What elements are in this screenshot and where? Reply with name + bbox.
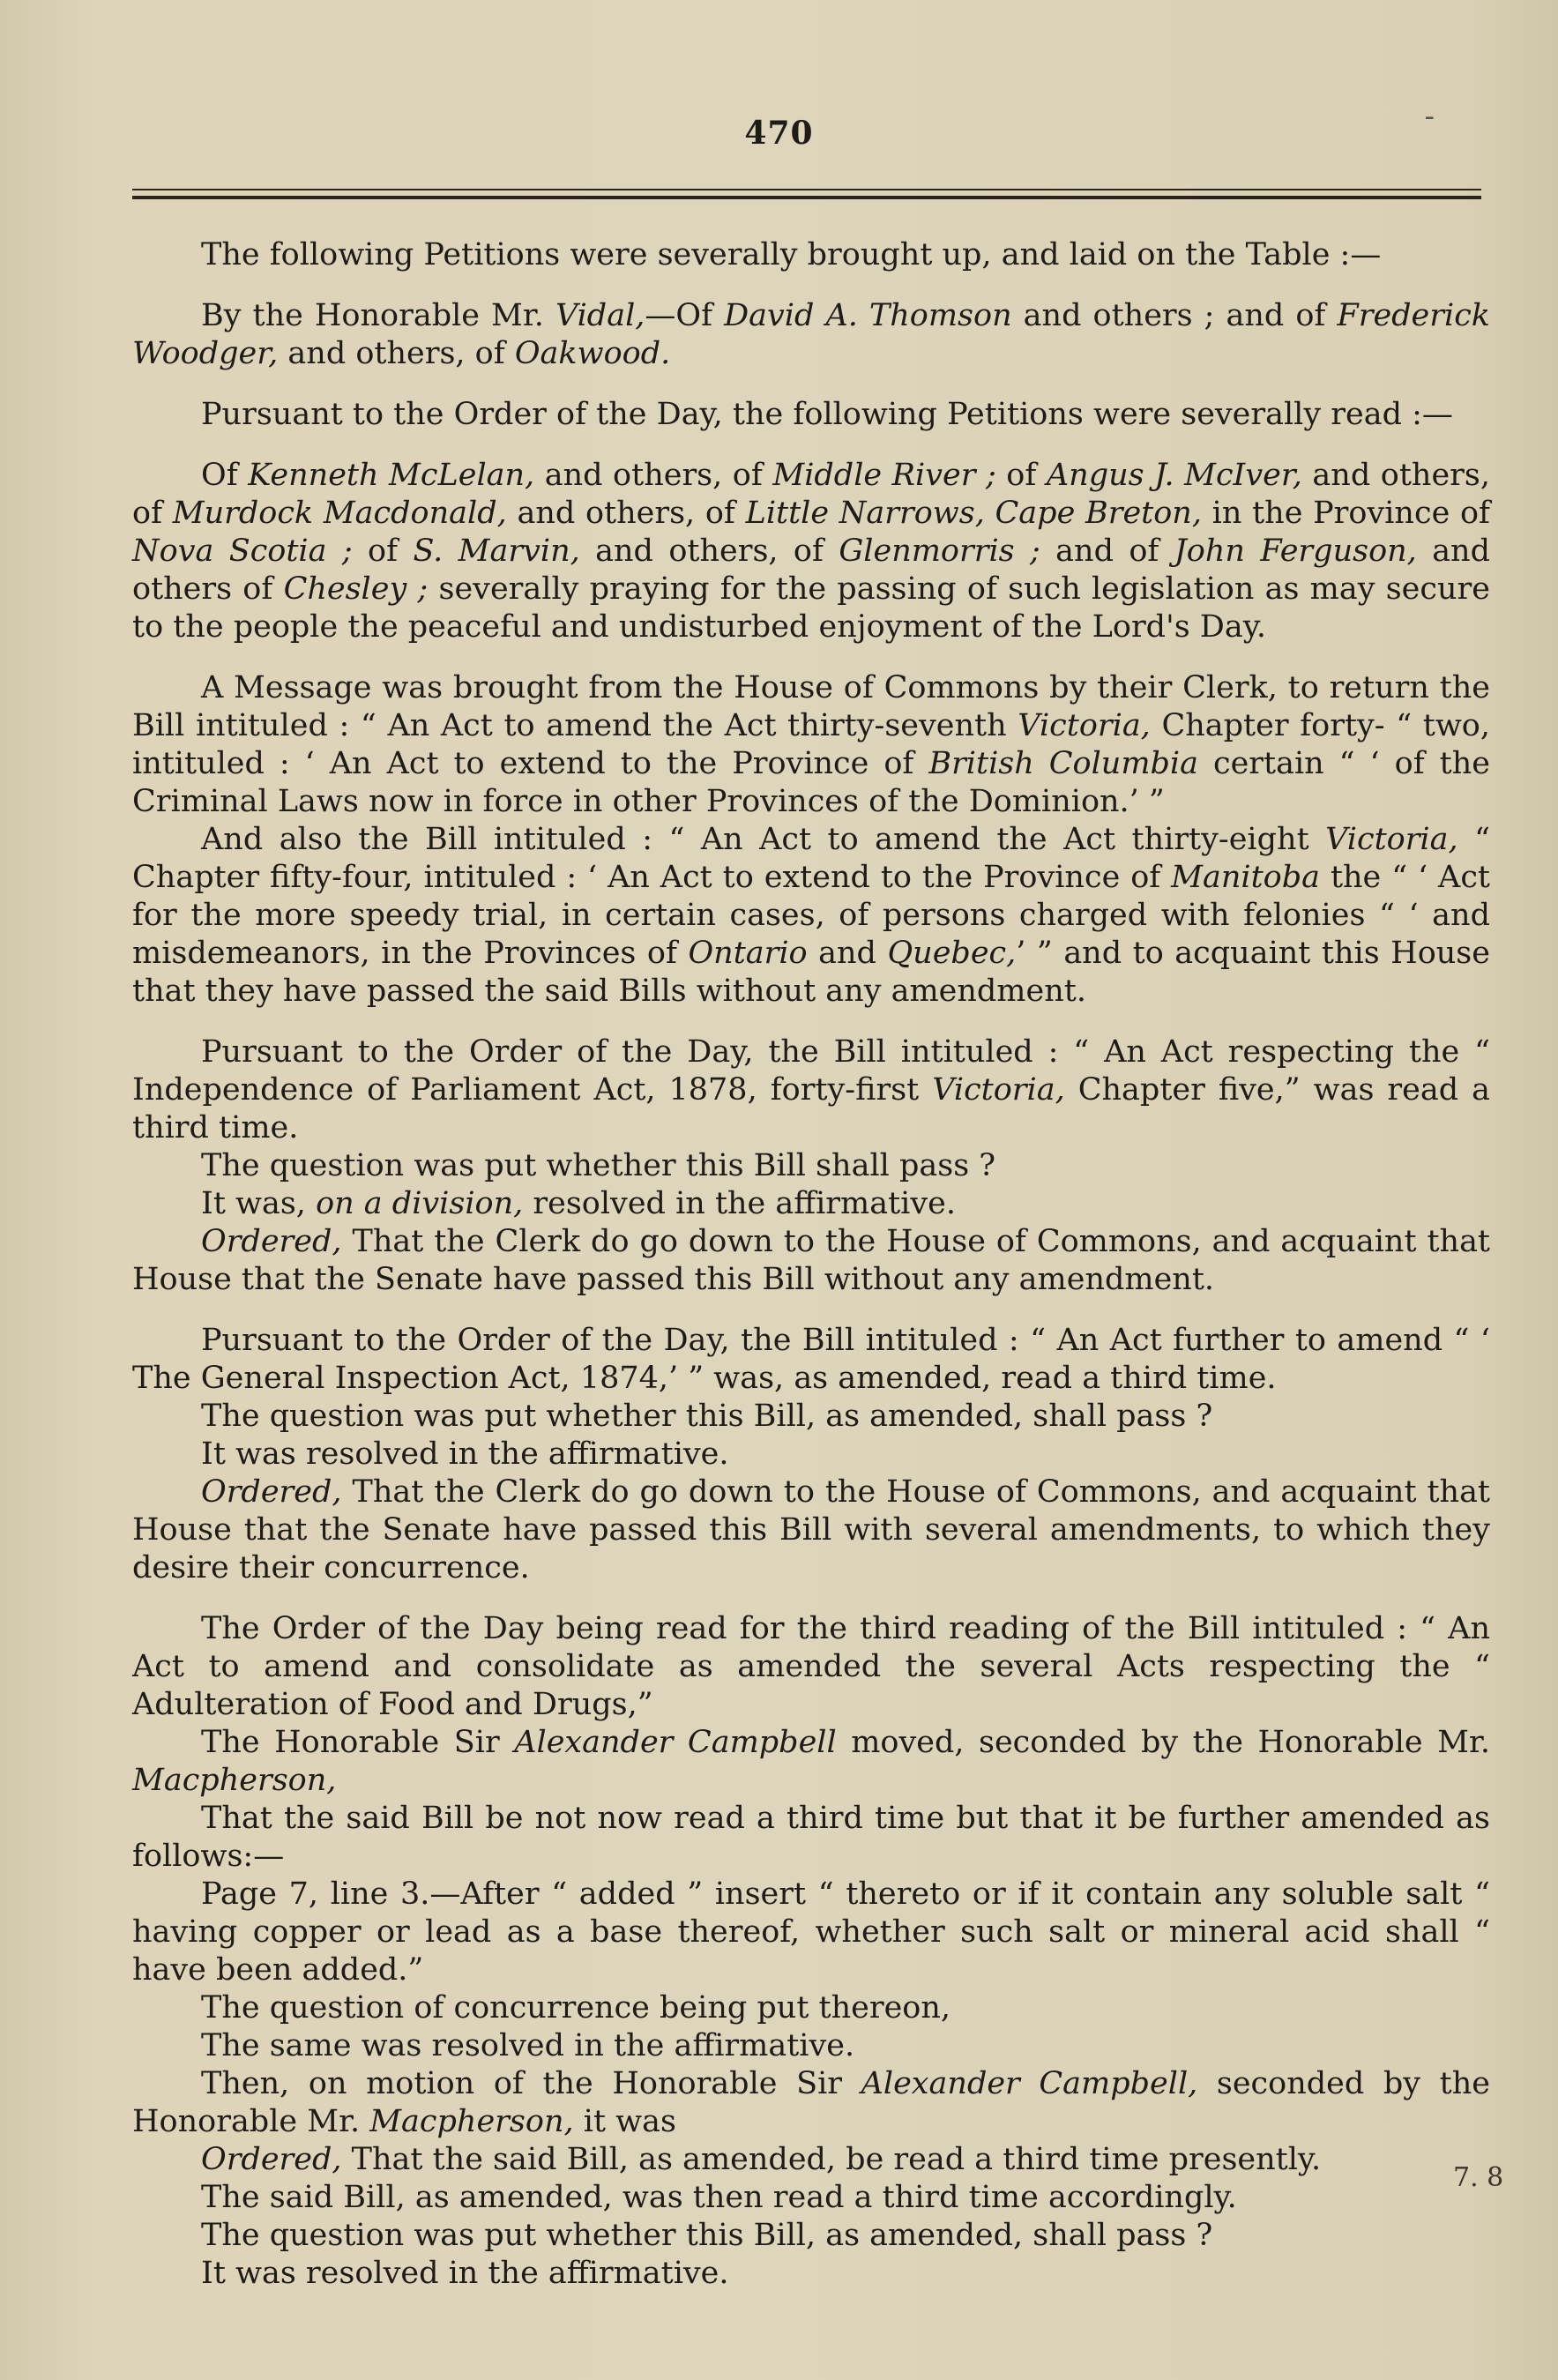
italic-text: Ordered, [201,1224,342,1259]
paragraph-inspection-bill [132,1322,1490,1398]
italic-text: Victoria, [1018,708,1151,743]
text-run: That the said Bill, as amended, be read a third time presently. [341,2142,1322,2177]
text-run: and others, of [534,458,773,493]
text-run: —Of [645,298,725,333]
italic-text: Murdock Macdonald, [172,496,507,531]
italic-text: Alexander Campbell, [861,2066,1198,2101]
text-run: The question was put whether this Bill, as amended, shall pass ? [201,2218,1213,2253]
paragraph-petitions-brought [132,236,1490,274]
text-run: Chapter five,” was read a third time. [132,1072,1490,1145]
text-run: That the Clerk do go down to the House of Commons, and acquaint that House that the Senate have passed this Bill with several amendments, to which they desire their concurrence. [132,1474,1490,1585]
paragraph-independence-division [132,1185,1490,1223]
corner-mark: - [1424,99,1435,134]
paragraph-independence-question [132,1147,1490,1185]
paragraph-independence-bill [132,1033,1490,1147]
text-run: The same was resolved in the affirmative. [201,2028,855,2063]
paragraph-ordered-presently [132,2141,1490,2179]
italic-text: Little Narrows, Cape Breton, [745,496,1202,531]
margin-note: 7. 8 [1453,2162,1504,2193]
italic-text: Macpherson, [369,2104,574,2139]
text-run: ’ ” and to acquaint this House that they have passed the said Bills without any amendment. [132,936,1490,1009]
text-run: and others, of [579,533,839,569]
page-number: 470 [744,115,814,152]
text-run: “ Chapter fifty-four, intituled : ‘ An Act to extend to the Province of [132,822,1490,895]
paragraph-by-vidal [132,297,1490,373]
text-run: and others ; and of [1011,298,1338,333]
paragraph-food-drugs-order [132,1610,1490,1724]
text-run: It was, [201,1186,317,1221]
header-rule-thick [132,196,1481,199]
text-run: in the Province of [1201,496,1491,531]
text-run: Then, on motion of the Honorable Sir [201,2066,861,2101]
text-run: The question was put whether this Bill shall pass ? [201,1148,996,1183]
paragraph-message-commons [132,669,1490,821]
paragraph-concurrence [132,1989,1490,2027]
italic-text: Kenneth McLelan, [248,458,535,493]
paragraph-order-petitions-read [132,396,1490,434]
italic-text: Chesley ; [283,571,429,607]
italic-text: Middle River ; [772,458,996,493]
text-run: Page 7, line 3.—After “ added ” insert “ thereto or if it contain any soluble salt “ having copper or lead as a base thereof, whether such salt or mineral acid shall “ have been added.” [132,1876,1490,1988]
text-run: and others, of [278,336,515,371]
text-run: and others, of [506,496,746,531]
italic-text: Victoria, [1325,822,1458,857]
italic-text: Victoria, [932,1072,1065,1108]
text-run: it was [573,2104,676,2139]
header-rule-thin [132,189,1481,190]
italic-text: Oakwood. [514,336,671,371]
paragraph-campbell-moved [132,1724,1490,1800]
text-run: certain “ ‘ of the Criminal Laws now in force in other Provinces of the Dominion.’ ” [132,746,1490,819]
text-run: The Honorable Sir [201,1725,515,1760]
italic-text: Manitoba [1171,860,1321,895]
text-run: And also the Bill intituled : “ An Act to amend the Act thirty-eight [201,822,1326,857]
italic-text: David A. Thomson [724,298,1012,333]
text-run: Chapter forty- “ two, intituled : ‘ An Act to extend to the Province of [132,708,1491,781]
text-run: The said Bill, as amended, was then read a third time accordingly. [201,2180,1237,2215]
paragraph-read-accordingly [132,2179,1490,2217]
text-run: of [995,458,1047,493]
paragraph-inspection-resolved [132,1436,1490,1474]
text-run: of [352,533,414,569]
text-run: It was resolved in the affirmative. [201,2256,729,2291]
paragraph-page-7 [132,1876,1490,1989]
text-run: moved, seconded by the Honorable Mr. [836,1725,1490,1760]
text-run: The question of concurrence being put thereon, [201,1990,951,2026]
paragraph-petitioners [132,457,1490,646]
paragraph-inspection-ordered [132,1474,1490,1587]
italic-text: S. Marvin, [413,533,580,569]
text-run: That the Clerk do go down to the House of Commons, and acquaint that House that the Senate have passed this Bill without any amendment. [132,1224,1490,1297]
text-run: and of [1040,533,1174,569]
text-run: the “ ‘ Act for the more speedy trial, in certain cases, of persons charged with felonies “ ‘ and misdemeanors, in the Provinces of [132,860,1490,971]
italic-text: British Columbia [928,746,1198,781]
text-run: Pursuant to the Order of the Day, the Bill intituled : “ An Act respecting the “ Independence of Parliament Act, 1878, forty-first [132,1034,1490,1108]
text-run: That the said Bill be not now read a third time but that it be further amended as follows:— [132,1801,1490,1874]
text-run: A Message was brought from the House of Commons by their Clerk, to return the Bill intituled : “ An Act to amend the Act thirty-seventh [132,670,1490,743]
text-run: seconded by the Honorable Mr. [132,2066,1490,2139]
italic-text: Ontario [688,936,808,971]
italic-text: Nova Scotia ; [132,533,353,569]
text-run: and [807,936,888,971]
italic-text: Vidal, [555,298,645,333]
text-run: severally praying for the passing of such legislation as may secure to the people the peaceful and undisturbed enjoyment of the Lord's Day. [132,571,1490,645]
text-run: and others, of [132,458,1490,531]
paragraph-same-resolved [132,2027,1490,2065]
paragraph-then-motion [132,2065,1490,2141]
italic-text: Macpherson, [132,1763,337,1798]
italic-text: Ordered, [201,2142,342,2177]
text-run: Pursuant to the Order of the Day, the Bill intituled : “ An Act further to amend “ ‘ The General Inspection Act, 1874,’ ” was, as amended, read a third time. [132,1323,1490,1396]
text-run: The Order of the Day being read for the third reading of the Bill intituled : “ An Act to amend and consolidate as amended the several Acts respecting the “ Adulteration of Food and Drugs,” [132,1611,1490,1722]
paragraph-inspection-question [132,1398,1490,1436]
italic-text: on a division, [316,1186,524,1221]
italic-text: Ordered, [201,1474,342,1510]
paragraph-final-question [132,2217,1490,2255]
text-run: Pursuant to the Order of the Day, the following Petitions were severally read :— [201,397,1453,432]
text-run: The question was put whether this Bill, as amended, shall pass ? [201,1399,1213,1434]
text-run: Of [201,458,249,493]
italic-text: Quebec, [887,936,1017,971]
text-run: It was resolved in the affirmative. [201,1436,729,1472]
italic-text: Glenmorris ; [839,533,1040,569]
italic-text: John Ferguson, [1174,533,1417,569]
paragraph-further-amended [132,1800,1490,1876]
text-run: and others of [132,533,1491,607]
text-run: resolved in the affirmative. [523,1186,956,1221]
italic-text: Angus J. McIver, [1046,458,1302,493]
text-run: The following Petitions were severally brought up, and laid on the Table :— [201,237,1382,272]
paragraph-final-resolved [132,2255,1490,2293]
italic-text: Alexander Campbell [514,1725,837,1760]
text-run: By the Honorable Mr. [201,298,555,333]
paragraph-independence-ordered [132,1223,1490,1299]
journal-text [132,236,1490,2293]
italic-text: Frederick Woodger, [132,298,1491,371]
paragraph-and-also [132,821,1490,1011]
